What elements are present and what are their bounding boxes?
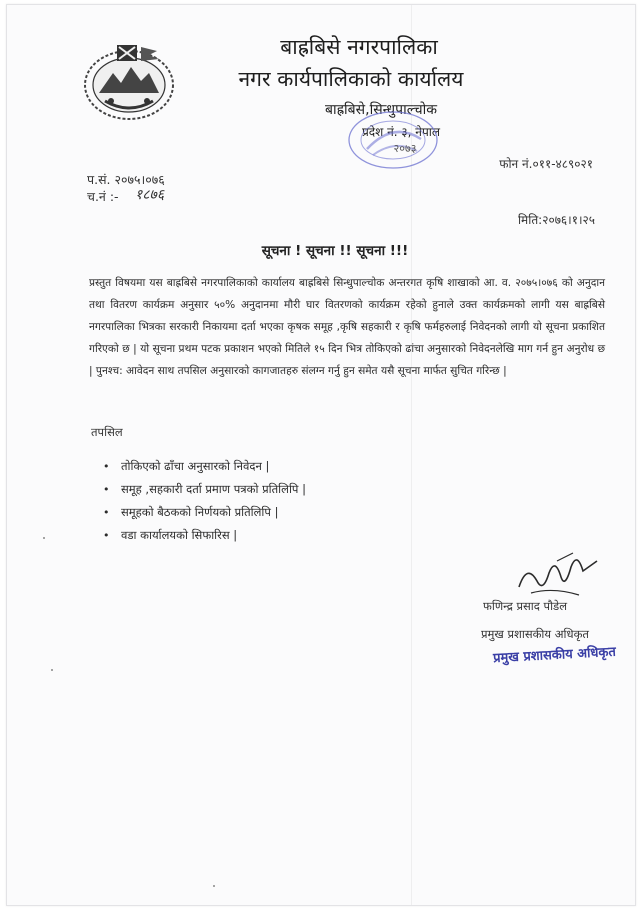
- signature-icon: [513, 543, 603, 605]
- requirement-text: तोकिएको ढाँचा अनुसारको निवेदन |: [121, 459, 270, 473]
- list-item: [103, 501, 306, 524]
- dispatch-number: १८७६: [135, 187, 165, 203]
- scan-speck: [43, 537, 45, 539]
- bullet-icon: •: [103, 460, 110, 473]
- bullet-icon: •: [103, 483, 110, 496]
- fiscal-reference: प.सं. २०७५।०७६: [87, 172, 165, 187]
- office-phone: फोन नं.०११-४८९०२१: [499, 157, 593, 171]
- office-name: बाह्रबिसे नगरपालिका: [280, 35, 438, 59]
- letter-date: मिति:२०७६।१।२५: [517, 213, 595, 227]
- list-item: [103, 524, 306, 547]
- scan-speck: [213, 885, 215, 887]
- notice-document: [6, 4, 636, 906]
- stamp-year: २०७३: [393, 142, 417, 155]
- requirement-text: वडा कार्यालयको सिफारिस |: [121, 528, 238, 542]
- office-province: प्रदेश नं. ३, नेपाल: [361, 125, 441, 139]
- signatory-name: फणिन्द्र प्रसाद पौडेल: [483, 599, 567, 613]
- office-stamp-icon: [345, 109, 441, 171]
- office-location: बाह्रबिसे,सिन्धुपाल्चोक: [324, 102, 437, 118]
- bullet-icon: •: [103, 506, 110, 519]
- scan-speck: [51, 669, 53, 671]
- list-item: [103, 455, 306, 478]
- signatory-designation: प्रमुख प्रशासकीय अधिकृत: [481, 627, 589, 641]
- requirement-text: समूहको बैठकको निर्णयको प्रतिलिपि |: [121, 505, 279, 519]
- list-item: [103, 478, 306, 501]
- requirements-list: [103, 455, 306, 547]
- requirement-text: समूह ,सहकारी दर्ता प्रमाण पत्रको प्रतिलिपि |: [121, 482, 306, 496]
- notice-title: सूचना ! सूचना !! सूचना !!!: [261, 243, 409, 259]
- bullet-icon: •: [103, 529, 110, 542]
- dispatch-reference-label: च.नं :-: [87, 189, 119, 204]
- notice-body: प्रस्तुत विषयमा यस बाह्रबिसे नगरपालिकाको कार्यालय बाह्रबिसे सिन्धुपाल्चोक अन्तरगत कृषि शाखाको आ. व. २०७५।०७६ को अनुदान तथा वितरण कार्यक्रम अनुसार ५०% अनुदानमा मौरी घार वितरणको कार्यक्रम रहेको हुनाले उक्त कार्यक्रमको लागी यस बाह्रबिसे नगरपालिका भित्रका सरकारी निकायमा दर्ता भएका कृषक समूह ,कृषि सहकारी र कृषि फर्महरुलाई निवेदनको लागी यो सूचना प्रकाशित गरिएको छ | यो सूचना प्रथम पटक प्रकाशन भएको मितिले १५ दिन भित्र तोकिएको ढांचा अनुसारको निवेदनलेखि माग गर्न हुन अनुरोध छ | पुनश्च: आवेदन साथ तपसिल अनुसारको कागजातहरु संलग्न गर्नु हुन समेत यसै सूचना मार्फत सुचित गरिन्छ |: [89, 277, 605, 377]
- office-executive-title: नगर कार्यपालिकाको कार्यालय: [238, 67, 464, 91]
- designation-seal: प्रमुख प्रशासकीय अधिकृत: [492, 644, 617, 667]
- annex-label: तपसिल: [91, 425, 123, 439]
